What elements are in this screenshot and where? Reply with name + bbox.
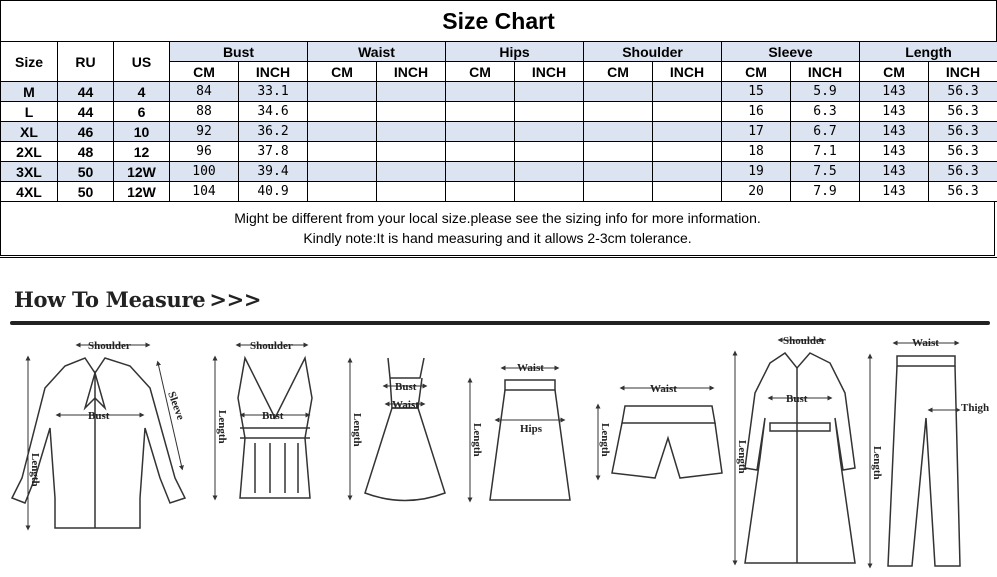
label-bust: Bust: [88, 410, 110, 422]
unit-cm: CM: [722, 62, 791, 82]
cell-sleeve-cm: 15: [722, 82, 791, 102]
unit-cm: CM: [584, 62, 653, 82]
cell-ru: 48: [58, 142, 114, 162]
label-length: Length: [351, 413, 363, 447]
title-bar: [0, 0, 997, 42]
cell-sleeve-inch: 5.9: [791, 82, 860, 102]
cell-hips-inch: [515, 102, 584, 122]
label-length: Length: [736, 440, 748, 474]
cell-us: 12: [114, 142, 170, 162]
how-to-measure-section: [0, 257, 997, 577]
note-line-1: Might be different from your local size.please see the sizing info for more information.: [1, 208, 994, 228]
label-shoulder: Shoulder: [250, 340, 293, 352]
cell-ru: 44: [58, 102, 114, 122]
chevrons-icon: >>>: [209, 287, 261, 312]
col-ru: RU: [58, 42, 114, 82]
cell-length-inch: 56.3: [929, 122, 997, 142]
cell-length-cm: 143: [860, 142, 929, 162]
cell-hips-inch: [515, 182, 584, 202]
cell-length-cm: 143: [860, 82, 929, 102]
table-row: [1, 182, 997, 202]
cell-length-cm: 143: [860, 102, 929, 122]
unit-inch: INCH: [929, 62, 997, 82]
cell-waist-inch: [377, 162, 446, 182]
cell-shoulder-inch: [653, 162, 722, 182]
unit-cm: CM: [860, 62, 929, 82]
label-hips: Hips: [520, 423, 543, 435]
col-group-length: Length: [860, 42, 997, 62]
label-bust: Bust: [395, 381, 417, 393]
unit-inch: INCH: [515, 62, 584, 82]
label-waist: Waist: [650, 383, 677, 395]
cell-ru: 50: [58, 162, 114, 182]
cell-sleeve-inch: 6.7: [791, 122, 860, 142]
cell-length-cm: 143: [860, 122, 929, 142]
table-row: [1, 82, 997, 102]
cell-hips-cm: [446, 162, 515, 182]
cell-length-cm: 143: [860, 182, 929, 202]
cell-waist-cm: [308, 102, 377, 122]
cell-ru: 46: [58, 122, 114, 142]
cell-sleeve-inch: 7.5: [791, 162, 860, 182]
table-row: [1, 122, 997, 142]
cell-shoulder-cm: [584, 102, 653, 122]
cell-shoulder-inch: [653, 122, 722, 142]
unit-inch: INCH: [791, 62, 860, 82]
label-length: Length: [471, 423, 483, 457]
cell-waist-inch: [377, 102, 446, 122]
label-waist: Waist: [392, 399, 419, 411]
col-group-waist: Waist: [308, 42, 446, 62]
cell-shoulder-cm: [584, 122, 653, 142]
cell-ru: 44: [58, 82, 114, 102]
col-group-bust: Bust: [170, 42, 308, 62]
cell-ru: 50: [58, 182, 114, 202]
unit-cm: CM: [308, 62, 377, 82]
cell-hips-cm: [446, 182, 515, 202]
unit-inch: INCH: [653, 62, 722, 82]
label-bust: Bust: [786, 393, 808, 405]
cell-waist-inch: [377, 122, 446, 142]
cell-sleeve-cm: 19: [722, 162, 791, 182]
blouse-illustration: [12, 345, 185, 528]
label-length: Length: [29, 453, 41, 487]
unit-inch: INCH: [239, 62, 308, 82]
cell-size: 3XL: [1, 162, 58, 182]
cell-bust-inch: 36.2: [239, 122, 308, 142]
measurement-illustrations: [0, 328, 997, 577]
cell-bust-cm: 92: [170, 122, 239, 142]
cell-waist-inch: [377, 142, 446, 162]
cell-sleeve-cm: 17: [722, 122, 791, 142]
cell-length-inch: 56.3: [929, 142, 997, 162]
cell-bust-inch: 37.8: [239, 142, 308, 162]
header-row-groups: [1, 42, 997, 62]
cell-us: 10: [114, 122, 170, 142]
cell-size: L: [1, 102, 58, 122]
cell-hips-cm: [446, 82, 515, 102]
cell-size: 4XL: [1, 182, 58, 202]
cell-length-cm: 143: [860, 162, 929, 182]
label-length: Length: [216, 410, 228, 444]
label-waist: Waist: [517, 362, 544, 374]
cell-hips-inch: [515, 122, 584, 142]
unit-inch: INCH: [377, 62, 446, 82]
cell-bust-cm: 104: [170, 182, 239, 202]
cell-shoulder-cm: [584, 142, 653, 162]
cell-waist-cm: [308, 122, 377, 142]
cell-sleeve-inch: 6.3: [791, 102, 860, 122]
notes-box: [0, 202, 995, 256]
dress-illustration: [350, 358, 445, 501]
unit-cm: CM: [446, 62, 515, 82]
cell-shoulder-inch: [653, 102, 722, 122]
cell-waist-cm: [308, 142, 377, 162]
cell-bust-inch: 34.6: [239, 102, 308, 122]
cell-us: 12W: [114, 182, 170, 202]
col-group-sleeve: Sleeve: [722, 42, 860, 62]
coat-illustration: [735, 340, 855, 563]
cell-sleeve-inch: 7.1: [791, 142, 860, 162]
cell-length-inch: 56.3: [929, 82, 997, 102]
cell-shoulder-cm: [584, 182, 653, 202]
cell-shoulder-inch: [653, 182, 722, 202]
cell-us: 4: [114, 82, 170, 102]
cell-sleeve-cm: 16: [722, 102, 791, 122]
cell-us: 12W: [114, 162, 170, 182]
how-to-measure-title: [14, 287, 261, 312]
shorts-illustration: [598, 388, 722, 478]
cell-shoulder-cm: [584, 162, 653, 182]
label-thigh: Thigh: [961, 402, 989, 414]
size-table: [0, 41, 997, 202]
label-length: Length: [599, 423, 611, 457]
label-shoulder: Shoulder: [88, 340, 131, 352]
cell-bust-inch: 40.9: [239, 182, 308, 202]
table-row: [1, 162, 997, 182]
cell-sleeve-inch: 7.9: [791, 182, 860, 202]
cell-hips-cm: [446, 102, 515, 122]
cell-bust-cm: 84: [170, 82, 239, 102]
label-bust: Bust: [262, 410, 284, 422]
cell-length-inch: 56.3: [929, 182, 997, 202]
cell-bust-cm: 88: [170, 102, 239, 122]
page-title: Size Chart: [442, 8, 554, 35]
cell-waist-inch: [377, 82, 446, 102]
cell-hips-cm: [446, 122, 515, 142]
cell-shoulder-cm: [584, 82, 653, 102]
cell-bust-inch: 39.4: [239, 162, 308, 182]
cell-size: M: [1, 82, 58, 102]
label-shoulder: Shoulder: [783, 335, 826, 347]
cell-size: 2XL: [1, 142, 58, 162]
col-group-shoulder: Shoulder: [584, 42, 722, 62]
table-row: [1, 142, 997, 162]
col-group-hips: Hips: [446, 42, 584, 62]
col-size: Size: [1, 42, 58, 82]
cell-waist-cm: [308, 82, 377, 102]
cell-sleeve-cm: 18: [722, 142, 791, 162]
cell-shoulder-inch: [653, 142, 722, 162]
cell-waist-cm: [308, 162, 377, 182]
cell-bust-cm: 96: [170, 142, 239, 162]
cell-hips-cm: [446, 142, 515, 162]
label-waist: Waist: [912, 337, 939, 349]
cell-shoulder-inch: [653, 82, 722, 102]
unit-cm: CM: [170, 62, 239, 82]
cell-us: 6: [114, 102, 170, 122]
col-us: US: [114, 42, 170, 82]
table-row: [1, 102, 997, 122]
label-length: Length: [871, 446, 883, 480]
divider: [10, 321, 990, 325]
cell-hips-inch: [515, 142, 584, 162]
how-to-measure-heading: How To Measure: [14, 287, 205, 312]
cell-size: XL: [1, 122, 58, 142]
cell-length-inch: 56.3: [929, 162, 997, 182]
label-sleeve: Sleeve: [165, 390, 186, 422]
cell-bust-cm: 100: [170, 162, 239, 182]
note-line-2: Kindly note:It is hand measuring and it allows 2-3cm tolerance.: [1, 228, 994, 248]
cell-waist-cm: [308, 182, 377, 202]
cell-hips-inch: [515, 162, 584, 182]
cell-sleeve-cm: 20: [722, 182, 791, 202]
cell-bust-inch: 33.1: [239, 82, 308, 102]
cell-length-inch: 56.3: [929, 102, 997, 122]
cell-waist-inch: [377, 182, 446, 202]
cell-hips-inch: [515, 82, 584, 102]
